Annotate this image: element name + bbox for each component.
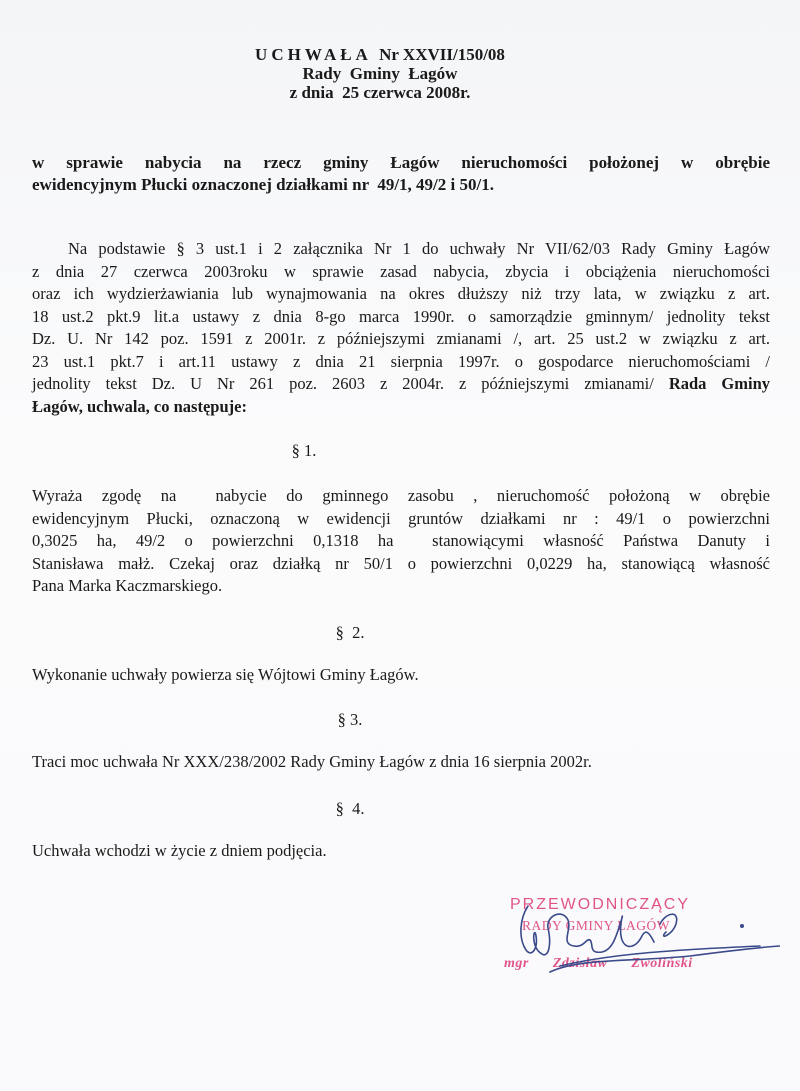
stamp-name: mgr Zdzisław Zwoliński bbox=[504, 956, 693, 971]
preamble-line: oraz ich wydzierżawiania lub wynajmowania na okres dłuższy niż trzy lata, w związku z art. bbox=[32, 284, 770, 303]
section-1-mark: § 1. bbox=[291, 441, 317, 460]
signature-dot bbox=[741, 925, 743, 927]
section-3-text bbox=[32, 751, 770, 774]
section-1-line: Stanisława małż. Czekaj oraz działką nr 50/1 o powierzchni 0,0229 ha, stanowiącą własność bbox=[32, 553, 770, 573]
section-3-mark: § 3. bbox=[337, 710, 363, 729]
subject-line-1: w sprawie nabycia na rzecz gminy Łagów nieruchomości położonej w obrębie bbox=[32, 153, 770, 172]
signature-loop bbox=[660, 914, 677, 936]
resolution-subject bbox=[32, 152, 770, 196]
section-4-mark: § 4. bbox=[335, 799, 365, 818]
section-1-line: Pana Marka Kaczmarskiego. bbox=[32, 576, 223, 595]
handwritten-signature bbox=[490, 888, 780, 988]
section-2-line: Wykonanie uchwały powierza się Wójtowi Gminy Łagów. bbox=[32, 665, 419, 684]
signature-stroke bbox=[521, 906, 654, 955]
preamble-conclusion bbox=[32, 396, 770, 419]
section-1-line: Wyraża zgodę na nabycie do gminnego zasobu , nieruchomość położoną w obrębie bbox=[32, 486, 770, 505]
stamp-title: PRZEWODNICZĄCY bbox=[510, 896, 690, 913]
section-4-line: Uchwała wchodzi w życie z dniem podjęcia. bbox=[32, 841, 327, 860]
preamble-line: Na podstawie § 3 ust.1 i 2 załącznika Nr 1 do uchwały Nr VII/62/03 Rady Gminy Łagów bbox=[68, 239, 770, 258]
resolution-date: z dnia 25 czerwca 2008r. bbox=[289, 83, 471, 102]
preamble-line: 23 ust.1 pkt.7 i art.11 ustawy z dnia 21 sierpnia 1997r. o gospodarce nieruchomościami / bbox=[32, 351, 770, 371]
council-name: Rady Gminy Łagów bbox=[302, 64, 458, 83]
section-1-line: 0,3025 ha, 49/2 o powierzchni 0,1318 ha stanowiącymi własność Państwa Danuty i bbox=[32, 531, 770, 550]
preamble-line: Dz. U. Nr 142 poz. 1591 z 2001r. z późniejszymi zmianami /, art. 25 ust.2 w związku z art. bbox=[32, 329, 770, 348]
legal-basis-preamble bbox=[32, 238, 770, 418]
section-3-line: Traci moc uchwała Nr XXX/238/2002 Rady Gminy Łagów z dnia 16 sierpnia 2002r. bbox=[32, 752, 592, 771]
preamble-line-with-bold bbox=[32, 373, 770, 396]
preamble-line: z dnia 27 czerwca 2003roku w sprawie zasad nabycia, zbycia i obciążenia nieruchomości bbox=[32, 261, 770, 281]
chairman-stamp bbox=[490, 888, 780, 988]
stamp-council: RADY GMINY ŁAGÓW bbox=[522, 918, 670, 933]
preamble-line: 18 ust.2 pkt.9 lit.a ustawy z dnia 8-go marca 1990r. o samorządzie gminnym/ jednolity tekst bbox=[32, 306, 770, 326]
resolution-title bbox=[0, 45, 800, 64]
preamble-bold-tail: Rada Gminy bbox=[668, 374, 770, 393]
section-2-text bbox=[32, 664, 770, 687]
section-1-text bbox=[32, 485, 770, 598]
bleed-through-text bbox=[430, 100, 770, 118]
subject-line-2: ewidencyjnym Płucki oznaczonej działkami nr 49/1, 49/2 i 50/1. bbox=[32, 175, 494, 194]
preamble-line: jednolity tekst Dz. U Nr 261 poz. 2603 z 2004r. z późniejszymi zmianami/ bbox=[32, 374, 654, 393]
title-prefix: UCHWAŁA bbox=[255, 45, 371, 64]
section-1-line: ewidencyjnym Płucki, oznaczoną w ewidencji gruntów działkami nr : 49/1 o powierzchni bbox=[32, 508, 770, 528]
resolution-number: Nr XXVII/150/08 bbox=[379, 45, 505, 64]
signature-flourish bbox=[550, 946, 780, 972]
resolution-header bbox=[0, 45, 800, 102]
preamble-bold-conclusion: Łagów, uchwala, co następuje: bbox=[32, 396, 247, 416]
section-4-text bbox=[32, 840, 770, 863]
section-2-mark: § 2. bbox=[335, 623, 365, 642]
